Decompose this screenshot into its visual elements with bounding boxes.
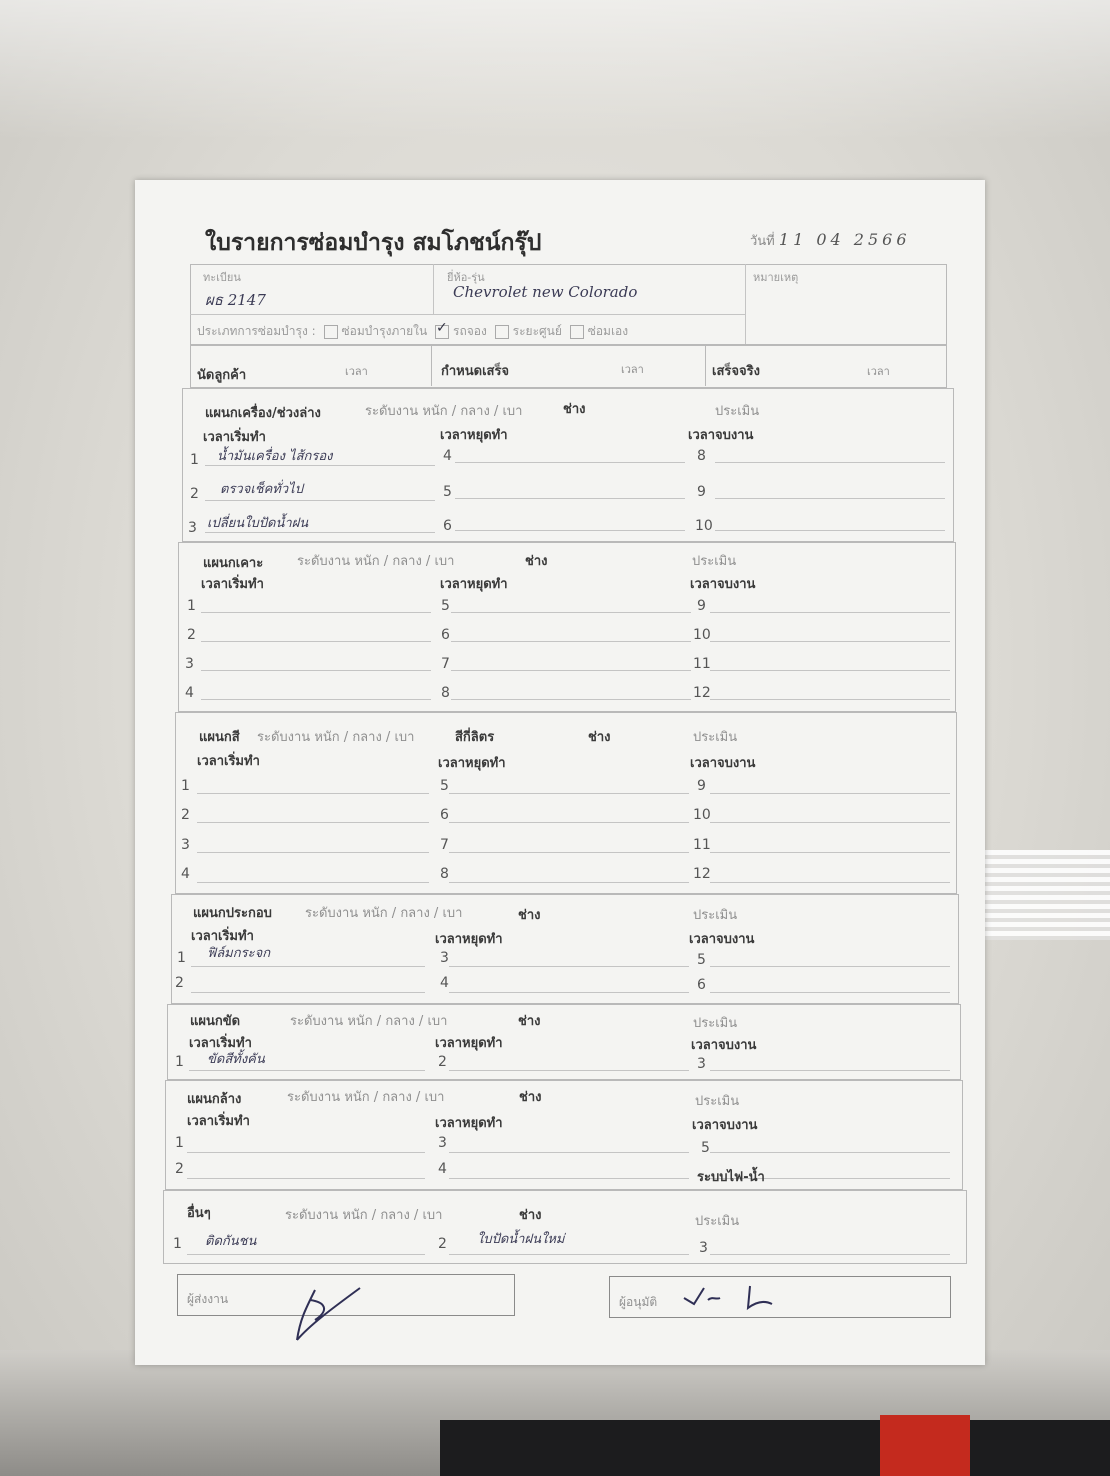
due-label: กำหนดเสร็จ bbox=[441, 364, 510, 379]
maintenance-form: ใบรายการซ่อมบำรุง สมโภชน์กรุ๊ป วันที่ 11 04 2566 ทะเบียน ผธ 2147 ยี่ห้อ-รุ่น Chevrolet new Colorado หมายเหตุ ประเภทการซ่อมบำรุง : ซ่อมบำรุงภายใน ✓ รถจอง ระยะศูนย์ ซ่อมเอง นัดลูกค้า เวลา กำหนดเสร็จ เวลา เสร็จจริง เวลา แผนกเครื่อง/ช่วงล่าง ระดับงาน หนัก / กลาง / เบา ช่าง ประเมิน เวลาเริ่มทำ เวลาหยุดทำ เวลาจบงาน 1 น้ำมันเครื่อง ไส้กรอง 2 ตรวจเช็คทั่วไป 3 เปลี่ยนใบปัดน้ำฝน 4 5 6 8 9 10 แผนกเคาะ ระดับงาน หนัก / กลาง / เบา ช่าง ประเมิน เวลาเริ่มทำ เวลาหยุดทำ เวลาจบงาน 1 2 3 4 5 6 7 8 9 10 11 12 แผนกสี ระดับงาน หนัก / กลาง / เบา สีกี่ลิตร ช่าง ประเมิน เวลาเริ่มทำ เวลาหยุดทำ เวลาจบงาน 1 2 3 4 5 6 7 8 9 10 11 12 แผนกประกอบ ระดับงาน หนัก / กลาง / เบา ช่าง ประเมิน เวลาเริ่มทำ เวลาหยุดทำ เวลาจบงาน 1 ฟิล์มกระจก 2 3 4 5 6 แผนกขัด ระดับงาน หนัก / กลาง / เบา ช่าง ประเมิน เวลาเริ่มทำ เวลาหยุดทำ เวลาจบงาน 1 ขัดสีทั้งคัน 2 3 แผนกล้าง ระดับงาน หนัก / กลาง / เบา ช่าง ประเมิน เวลาเริ่มทำ เวลาหยุดทำ เวลาจบงาน 1 2 3 4 5 ระบบไฟ-น้ำ อื่นๆ ระดับงาน หนัก / กลาง / เบา ช่าง ประเมิน 1 ติดกันชน 2 ใบปัดน้ำฝนใหม่ 3 ผู้ส่งงาน ผู้อนุมัติ bbox=[135, 180, 985, 1365]
section-assembly bbox=[171, 894, 959, 1004]
assembly-level: ระดับงาน หนัก / กลาง / เบา bbox=[305, 906, 463, 921]
service-type-label: ประเภทการซ่อมบำรุง : bbox=[197, 324, 316, 338]
polish-start-label: เวลาเริ่มทำ bbox=[189, 1036, 252, 1051]
appointment-label: นัดลูกค้า bbox=[197, 368, 247, 383]
engine-evaluation-label: ประเมิน bbox=[715, 404, 760, 419]
wash-start-label: เวลาเริ่มทำ bbox=[187, 1114, 250, 1129]
remark-label: หมายเหตุ bbox=[753, 271, 799, 284]
engine-start-label: เวลาเริ่มทำ bbox=[203, 430, 266, 445]
wash-end-label: เวลาจบงาน bbox=[692, 1118, 758, 1133]
model-value: Chevrolet new Colorado bbox=[453, 283, 638, 301]
service-type-reserved: รถจอง bbox=[453, 324, 487, 338]
approver-signature bbox=[680, 1278, 790, 1314]
paint-evaluation-label: ประเมิน bbox=[693, 730, 738, 745]
checkbox-internal[interactable] bbox=[324, 325, 338, 339]
appointment-time-label: เวลา bbox=[345, 365, 368, 378]
engine-level: ระดับงาน หนัก / กลาง / เบา bbox=[365, 404, 523, 419]
body-start-label: เวลาเริ่มทำ bbox=[201, 577, 264, 592]
assembly-technician-label: ช่าง bbox=[518, 908, 541, 923]
wash-technician-label: ช่าง bbox=[519, 1090, 542, 1105]
assembly-evaluation-label: ประเมิน bbox=[693, 908, 738, 923]
service-type-service-center: ระยะศูนย์ bbox=[512, 324, 562, 338]
section-other bbox=[163, 1190, 967, 1264]
actual-time-label: เวลา bbox=[867, 365, 890, 378]
paint-start-label: เวลาเริ่มทำ bbox=[197, 754, 260, 769]
plate-value: ผธ 2147 bbox=[205, 291, 266, 309]
background-red-object bbox=[880, 1415, 970, 1476]
body-technician-label: ช่าง bbox=[525, 554, 548, 569]
body-pause-label: เวลาหยุดทำ bbox=[440, 577, 508, 592]
paint-level: ระดับงาน หนัก / กลาง / เบา bbox=[257, 730, 415, 745]
paint-liters-label: สีกี่ลิตร bbox=[455, 730, 495, 745]
checkbox-service-center[interactable] bbox=[495, 325, 509, 339]
section-wash bbox=[165, 1080, 963, 1190]
engine-technician-label: ช่าง bbox=[563, 402, 586, 417]
other-name: อื่นๆ bbox=[187, 1206, 211, 1221]
date-field bbox=[750, 230, 911, 251]
form-title: ใบรายการซ่อมบำรุง สมโภชน์กรุ๊ป bbox=[205, 230, 542, 256]
engine-end-label: เวลาจบงาน bbox=[688, 428, 754, 443]
wash-pause-label: เวลาหยุดทำ bbox=[435, 1116, 503, 1131]
polish-technician-label: ช่าง bbox=[518, 1014, 541, 1029]
polish-name: แผนกขัด bbox=[190, 1014, 241, 1029]
body-end-label: เวลาจบงาน bbox=[690, 577, 756, 592]
engine-item-1: น้ำมันเครื่อง ไส้กรอง bbox=[217, 449, 333, 464]
other-evaluation-label: ประเมิน bbox=[695, 1214, 740, 1229]
wash-name: แผนกล้าง bbox=[187, 1092, 242, 1107]
actual-label: เสร็จจริง bbox=[712, 364, 760, 379]
assembly-item-1: ฟิล์มกระจก bbox=[207, 946, 271, 961]
engine-item-2: ตรวจเช็คทั่วไป bbox=[220, 482, 303, 497]
sender-label: ผู้ส่งงาน bbox=[187, 1292, 229, 1306]
other-level: ระดับงาน หนัก / กลาง / เบา bbox=[285, 1208, 443, 1223]
engine-name: แผนกเครื่อง/ช่วงล่าง bbox=[205, 406, 321, 421]
section-body bbox=[178, 542, 956, 712]
light-glare bbox=[0, 0, 1110, 140]
polish-end-label: เวลาจบงาน bbox=[691, 1038, 757, 1053]
service-type-row bbox=[197, 319, 629, 341]
section-polish bbox=[167, 1004, 961, 1080]
wash-level: ระดับงาน หนัก / กลาง / เบา bbox=[287, 1090, 445, 1105]
assembly-start-label: เวลาเริ่มทำ bbox=[191, 929, 254, 944]
window-reflection bbox=[980, 850, 1110, 940]
paint-end-label: เวลาจบงาน bbox=[690, 756, 756, 771]
date-label: วันที่ bbox=[750, 234, 775, 249]
body-level: ระดับงาน หนัก / กลาง / เบา bbox=[297, 554, 455, 569]
body-evaluation-label: ประเมิน bbox=[692, 554, 737, 569]
engine-pause-label: เวลาหยุดทำ bbox=[440, 428, 508, 443]
engine-item-3: เปลี่ยนใบปัดน้ำฝน bbox=[207, 516, 309, 531]
assembly-pause-label: เวลาหยุดทำ bbox=[435, 932, 503, 947]
model-label: ยี่ห้อ-รุ่น bbox=[447, 271, 485, 284]
paint-name: แผนกสี bbox=[199, 730, 240, 745]
sender-signature bbox=[285, 1280, 365, 1350]
checkbox-reserved[interactable]: ✓ bbox=[435, 325, 449, 339]
approver-label: ผู้อนุมัติ bbox=[619, 1295, 658, 1309]
polish-level: ระดับงาน หนัก / กลาง / เบา bbox=[290, 1014, 448, 1029]
due-time-label: เวลา bbox=[621, 363, 644, 376]
service-type-internal: ซ่อมบำรุงภายใน bbox=[341, 324, 428, 338]
plate-label: ทะเบียน bbox=[203, 271, 241, 284]
paint-technician-label: ช่าง bbox=[588, 730, 611, 745]
wash-evaluation-label: ประเมิน bbox=[695, 1094, 740, 1109]
water-system-label: ระบบไฟ-น้ำ bbox=[697, 1170, 765, 1185]
other-item-1: ติดกันชน bbox=[205, 1234, 257, 1249]
date-value: 11 04 2566 bbox=[778, 230, 911, 249]
polish-pause-label: เวลาหยุดทำ bbox=[435, 1036, 503, 1051]
service-type-self: ซ่อมเอง bbox=[587, 324, 629, 338]
schedule-row bbox=[190, 344, 947, 388]
polish-item-1: ขัดสีทั้งคัน bbox=[207, 1052, 265, 1067]
other-technician-label: ช่าง bbox=[519, 1208, 542, 1223]
background-object bbox=[440, 1420, 1110, 1476]
assembly-name: แผนกประกอบ bbox=[193, 906, 272, 921]
paint-pause-label: เวลาหยุดทำ bbox=[438, 756, 506, 771]
other-item-2: ใบปัดน้ำฝนใหม่ bbox=[477, 1232, 565, 1247]
assembly-end-label: เวลาจบงาน bbox=[689, 932, 755, 947]
polish-evaluation-label: ประเมิน bbox=[693, 1016, 738, 1031]
body-name: แผนกเคาะ bbox=[203, 556, 264, 571]
checkbox-self[interactable] bbox=[570, 325, 584, 339]
